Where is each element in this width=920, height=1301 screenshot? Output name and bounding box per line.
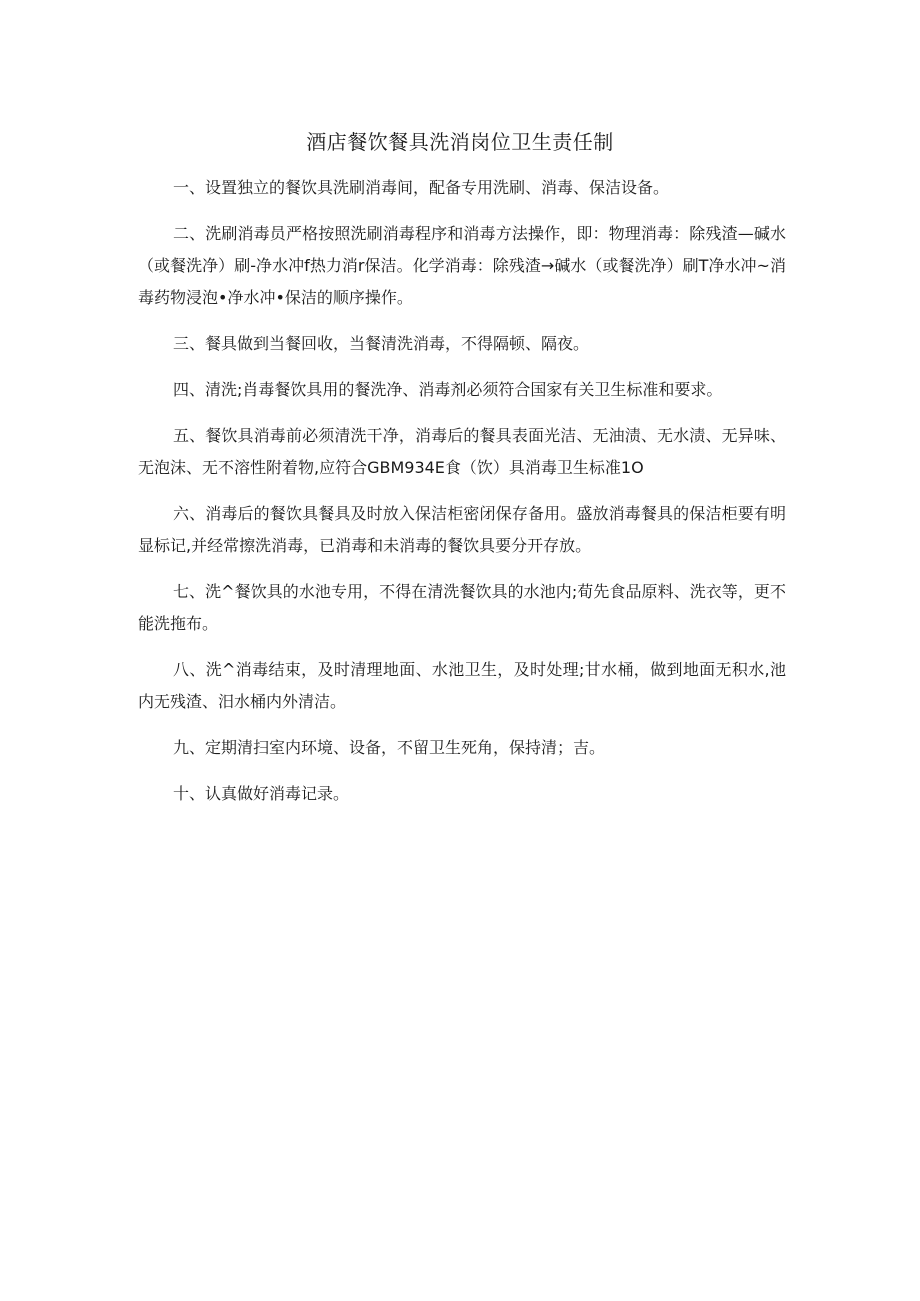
paragraph-10: 十、认真做好消毒记录。 [173, 784, 350, 803]
paragraph-8: 八、洗^消毒结束，及时清理地面、水池卫生，及时处理;甘水桶，做到地面无积水,池内无残渣、汨水桶内外清洁。 [138, 660, 786, 711]
paragraph-9: 九、定期清扫室内环境、设备，不留卫生死角，保持清；吉。 [173, 738, 606, 757]
paragraph-3: 三、餐具做到当餐回收，当餐清洗消毒，不得隔顿、隔夜。 [173, 334, 590, 353]
paragraph-5: 五、餐饮具消毒前必须清洗干净，消毒后的餐具表面光洁、无油渍、无水渍、无异味、无泡沫、无不溶性附着物,应符合GBM934E食（饮）具消毒卫生标准1O [138, 426, 786, 477]
paragraph-6: 六、消毒后的餐饮具餐具及时放入保洁柜密闭保存备用。盛放消毒餐具的保洁柜要有明显标记,并经常擦洗消毒，已消毒和未消毒的餐饮具要分开存放。 [138, 504, 786, 555]
paragraph-7: 七、洗^餐饮具的水池专用，不得在清洗餐饮具的水池内;荀先食品原料、洗衣等，更不能洗拖布。 [138, 582, 786, 633]
paragraph-4: 四、清洗;肖毒餐饮具用的餐洗净、消毒剂必须符合国家有关卫生标准和要求。 [173, 380, 723, 399]
document-title: 酒店餐饮餐具洗消岗位卫生责任制 [306, 130, 614, 154]
paragraph-1: 一、设置独立的餐饮具洗刷消毒间，配备专用洗刷、消毒、保洁设备。 [173, 178, 670, 197]
paragraph-2: 二、洗刷消毒员严格按照洗刷消毒程序和消毒方法操作，即：物理消毒：除残渣—碱水（或餐洗净）刷-净水冲f热力消r保洁。化学消毒：除残渣→碱水（或餐洗净）刷T净水冲~消毒药物浸泡•净水冲•保洁的顺序操作。 [138, 224, 786, 307]
document-body [138, 172, 786, 824]
